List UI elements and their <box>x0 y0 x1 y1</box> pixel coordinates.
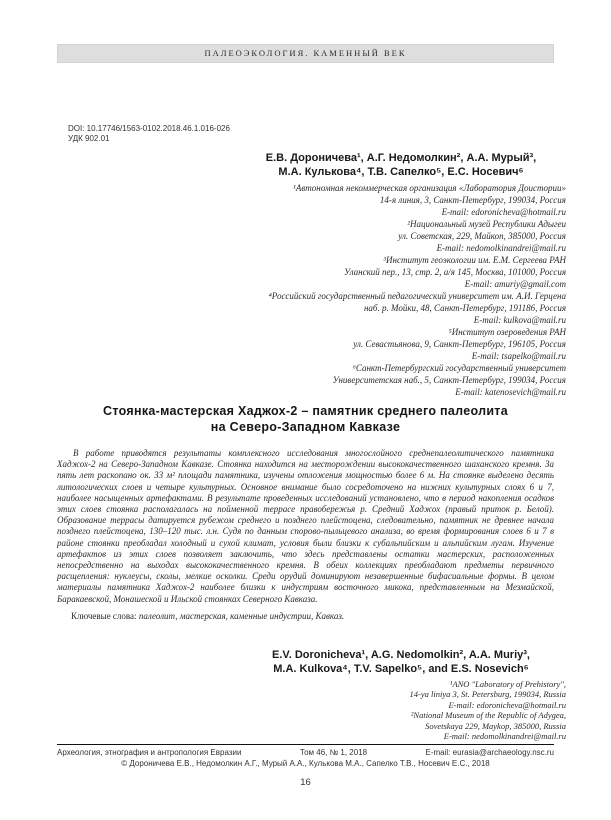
authors-en <box>236 648 566 676</box>
authors-en-line-1: E.V. Doronicheva¹, A.G. Nedomolkin², A.A. Muriy³, <box>272 648 530 661</box>
keywords <box>57 611 554 622</box>
footer-issue: Том 46, № 1, 2018 <box>299 747 368 757</box>
page-number: 16 <box>300 776 311 788</box>
section-header-bar <box>57 44 554 63</box>
affiliation-email: E-mail: amuriy@gmail.com <box>464 279 566 289</box>
affiliation-line: ⁵Институт озероведения РАН <box>448 327 566 337</box>
affiliation-line: 14-я линия, 3, Санкт-Петербург, 199034, Россия <box>379 195 566 205</box>
doi-line: DOI: 10.17746/1563-0102.2018.46.1.016-026 <box>68 124 230 133</box>
section-title: ПАЛЕОЭКОЛОГИЯ. КАМЕННЫЙ ВЕК <box>204 48 407 58</box>
authors-ru-line-2: М.А. Кулькова⁴, Т.В. Сапелко⁵, Е.С. Носевич⁶ <box>278 166 524 178</box>
affiliations-en <box>57 679 566 742</box>
udc-line: УДК 902.01 <box>68 134 110 143</box>
affiliation-line: Университетская наб., 5, Санкт-Петербург, 199034, Россия <box>332 375 566 385</box>
abstract-text: В работе приводятся результаты комплексного исследования многослойного среднепалеолитического памятника Хаджох-2 на Северо-Западном Кавказе. Стоянка находится на месторождении высококачественного шаханского кремня. За пять лет раскопано ок. 33 м² площади памятника, изучены отложения мощностью более 6 м. На стоянке выделено десять литологических слоев и четыре культурных. Основное внимание было сосредоточено на нижних культурных слоях 6 и 7, наиболее насыщенных артефактами. В результате проведенных исследований установлено, что в период накопления осадков этих слоев стоянка располагалась на пойменной террасе правобережья р. Средний Хаджох (правый приток р. Белой). Образование террасы датируется рубежом среднего и позднего плейстоцена, следовательно, памятник не древнее начала позднего плейстоцена, 130–120 тыс. л.н. Судя по данным спорово-пыльцевого анализа, во время формирования слоев 6 и 7 в районе стоянки преобладал холодный и сухой климат, условия были близки к субальпийским и альпийским лугам. Изучение артефактов из этих слоев позволяет заключить, что здесь представлены остатки мастерских, расположенных непосредственно на выходах высококачественного кремня. В обеих коллекциях преобладают предметы первичного расщепления: нуклеусы, сколы, мелкие осколки. Среди орудий доминируют незавершенные бифасиальные формы. В целом материалы памятника Хаджох-2 наиболее близки к индустриям восточного микока, представленным на Мезмайской, Баракаевской, Монашеской и Ильской стоянках Северного Кавказа. <box>57 448 554 604</box>
affiliation-email: E-mail: katenosevich@mail.ru <box>455 387 566 397</box>
article-title-line-1: Стоянка-мастерская Хаджох-2 – памятник среднего палеолита <box>103 404 508 418</box>
article-meta <box>68 124 554 144</box>
footer-journal-line <box>57 748 554 758</box>
affiliation-line: ул. Советская, 229, Майкоп, 385000, Россия <box>398 231 566 241</box>
article-title-line-2: на Северо-Западном Кавказе <box>210 419 401 434</box>
authors-ru-line-1: Е.В. Дороничева¹, А.Г. Недомолкин², А.А. Мурый³, <box>265 152 537 164</box>
authors-ru <box>236 151 566 179</box>
affiliation-email: E-mail: nedomolkinandrei@mail.ru <box>436 243 566 253</box>
keywords-text: палеолит, мастерская, каменные индустрии, Кавказ. <box>138 610 345 621</box>
keywords-label: Ключевые слова: <box>71 610 137 621</box>
affiliation-email: E-mail: nedomolkinandrei@mail.ru <box>443 731 566 742</box>
affiliation-line: ¹Автономная некоммерческая организация «Лаборатория Доистории» <box>293 183 566 193</box>
footer-email: E-mail: eurasia@archaeology.nsc.ru <box>425 747 554 757</box>
affiliation-line: ⁶Санкт-Петербургский государственный университет <box>352 363 566 373</box>
affiliation-line: Sovetskaya 229, Maykop, 385000, Russia <box>425 720 566 731</box>
affiliation-email: E-mail: kulkova@mail.ru <box>473 315 566 325</box>
authors-en-line-2: M.A. Kulkova⁴, T.V. Sapelko⁵, and E.S. Nosevich⁶ <box>273 662 529 675</box>
affiliation-email: E-mail: edoronicheva@hotmail.ru <box>448 699 566 710</box>
affiliation-line: ²Национальный музей Республики Адыгеи <box>407 219 566 229</box>
footer-journal-name: Археология, этнография и антропология Евразии <box>57 747 242 757</box>
affiliation-line: 14-ya liniya 3, St. Petersburg, 199034, Russia <box>409 689 566 700</box>
affiliation-email: E-mail: tsapelko@mail.ru <box>471 351 566 361</box>
affiliation-line: ул. Севастьянова, 9, Санкт-Петербург, 196105, Россия <box>353 339 566 349</box>
footer-copyright: © Дороничева Е.В., Недомолкин А.Г., Мурый А.А., Кулькова М.А., Сапелко Т.В., Носевич Е.С., 2018 <box>121 758 490 768</box>
affiliations-ru <box>57 182 566 398</box>
affiliation-line: Уланский пер., 13, стр. 2, а/я 145, Москва, 101000, Россия <box>344 267 566 277</box>
affiliation-line: ³Институт геоэкологии им. Е.М. Сергеева РАН <box>383 255 566 265</box>
affiliation-line: наб. р. Мойки, 48, Санкт-Петербург, 191186, Россия <box>363 303 566 313</box>
affiliation-line: ¹ANO "Laboratory of Prehistory", <box>449 678 566 689</box>
affiliation-line: ⁴Российский государственный педагогический университет им. А.И. Герцена <box>268 291 566 301</box>
footer-divider <box>57 744 554 745</box>
affiliation-email: E-mail: edoronicheva@hotmail.ru <box>441 207 566 217</box>
affiliation-line: ²National Museum of the Republic of Adygea, <box>410 710 566 721</box>
article-title <box>57 404 554 435</box>
